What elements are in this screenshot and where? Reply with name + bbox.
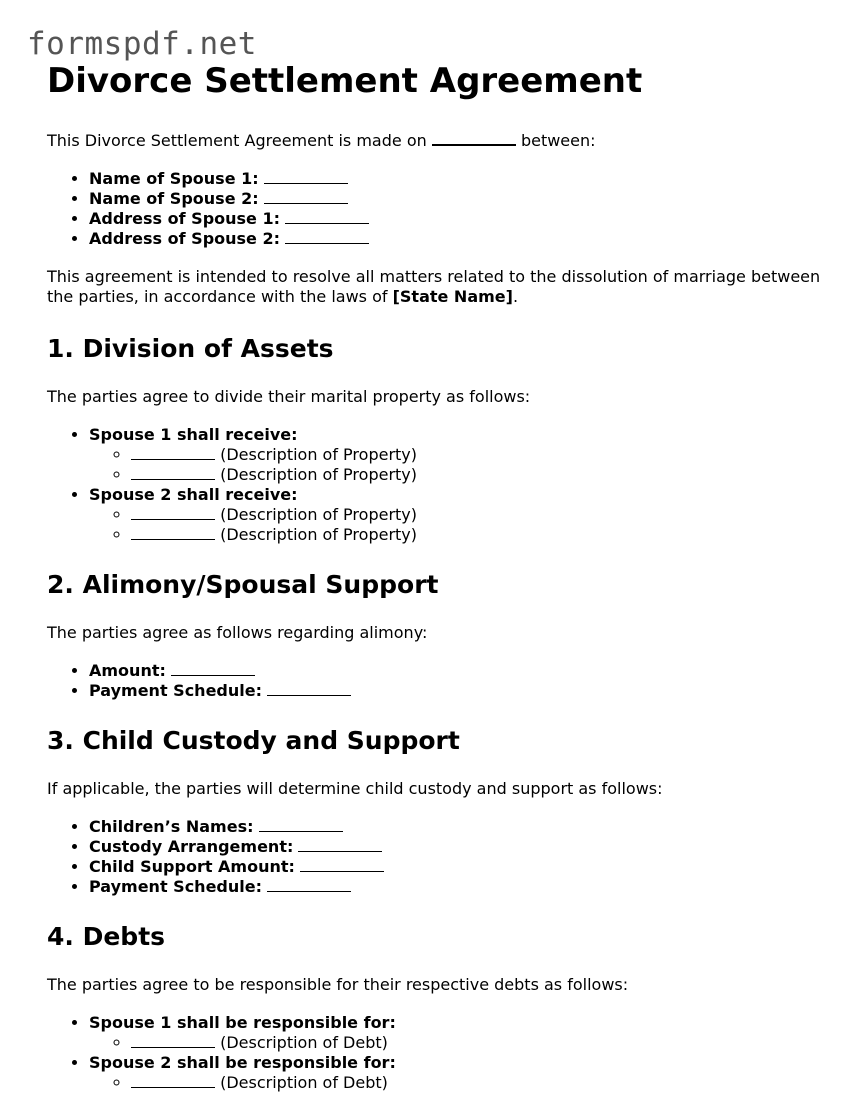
field-label: Address of Spouse 2: bbox=[89, 229, 281, 248]
section-text: The parties agree as follows regarding alimony: bbox=[47, 623, 428, 642]
field-label: Spouse 1 shall receive: bbox=[89, 425, 298, 444]
section-heading-assets: 1. Division of Assets bbox=[47, 334, 334, 363]
list-item bbox=[131, 465, 837, 485]
list-item bbox=[89, 837, 837, 857]
list-item bbox=[89, 189, 837, 209]
field-label: Spouse 2 shall be responsible for: bbox=[89, 1053, 396, 1072]
intro-before: This Divorce Settlement Agreement is made on bbox=[47, 131, 427, 150]
list-item bbox=[131, 525, 837, 545]
field-label: Children’s Names: bbox=[89, 817, 254, 836]
spouse2-address-blank[interactable] bbox=[285, 230, 369, 244]
item-desc: (Description of Property) bbox=[220, 525, 417, 544]
item-desc: (Description of Debt) bbox=[220, 1033, 388, 1052]
alimony-list bbox=[47, 661, 837, 701]
section-heading-debts: 4. Debts bbox=[47, 922, 166, 951]
purpose-text: This agreement is intended to resolve all matters related to the dissolution of marriage between the parties, in accordance with the laws of bbox=[47, 267, 821, 306]
list-item bbox=[89, 169, 837, 189]
date-blank[interactable] bbox=[432, 131, 516, 146]
property-blank[interactable] bbox=[131, 526, 215, 540]
section-heading-custody: 3. Child Custody and Support bbox=[47, 726, 460, 755]
list-item bbox=[89, 857, 837, 877]
debts-list bbox=[47, 1013, 837, 1093]
item-desc: (Description of Property) bbox=[220, 465, 417, 484]
item-desc: (Description of Debt) bbox=[220, 1073, 388, 1092]
assets-list bbox=[47, 425, 837, 545]
list-item bbox=[89, 209, 837, 229]
field-label: Payment Schedule: bbox=[89, 877, 262, 896]
section-text: The parties agree to divide their marital property as follows: bbox=[47, 387, 531, 406]
list-item bbox=[131, 445, 837, 465]
list-item bbox=[89, 485, 837, 545]
spouse1-name-blank[interactable] bbox=[264, 170, 348, 184]
debt-blank[interactable] bbox=[131, 1074, 215, 1088]
spouse1-address-blank[interactable] bbox=[285, 210, 369, 224]
parties-list bbox=[47, 169, 837, 249]
list-item bbox=[89, 661, 837, 681]
field-label: Child Support Amount: bbox=[89, 857, 295, 876]
list-item bbox=[89, 1013, 837, 1053]
child-support-blank[interactable] bbox=[300, 858, 384, 872]
payment-schedule-blank[interactable] bbox=[267, 878, 351, 892]
section-text: If applicable, the parties will determine child custody and support as follows: bbox=[47, 779, 663, 798]
list-item bbox=[131, 1073, 837, 1093]
purpose-end: . bbox=[512, 287, 519, 306]
field-label: Amount: bbox=[89, 661, 166, 680]
list-item bbox=[89, 1053, 837, 1093]
field-label: Custody Arrangement: bbox=[89, 837, 294, 856]
property-blank[interactable] bbox=[131, 446, 215, 460]
item-desc: (Description of Property) bbox=[220, 505, 417, 524]
list-item bbox=[89, 877, 837, 897]
document-title: Divorce Settlement Agreement bbox=[47, 61, 643, 101]
field-label: Payment Schedule: bbox=[89, 681, 262, 700]
list-item bbox=[89, 681, 837, 701]
list-item bbox=[89, 229, 837, 249]
field-label: Spouse 2 shall receive: bbox=[89, 485, 298, 504]
state-name-placeholder: [State Name] bbox=[392, 287, 513, 306]
intro-line bbox=[47, 131, 837, 151]
field-label: Address of Spouse 1: bbox=[89, 209, 281, 228]
list-item bbox=[89, 425, 837, 485]
item-desc: (Description of Property) bbox=[220, 445, 417, 464]
property-blank[interactable] bbox=[131, 466, 215, 480]
children-names-blank[interactable] bbox=[259, 818, 343, 832]
section-text: The parties agree to be responsible for their respective debts as follows: bbox=[47, 975, 629, 994]
spouse2-name-blank[interactable] bbox=[264, 190, 348, 204]
field-label: Name of Spouse 2: bbox=[89, 189, 259, 208]
list-item bbox=[131, 505, 837, 525]
document bbox=[47, 59, 837, 1093]
custody-blank[interactable] bbox=[298, 838, 382, 852]
watermark: formspdf.net bbox=[27, 26, 257, 62]
purpose-paragraph bbox=[47, 267, 837, 307]
field-label: Spouse 1 shall be responsible for: bbox=[89, 1013, 396, 1032]
debt-blank[interactable] bbox=[131, 1034, 215, 1048]
property-blank[interactable] bbox=[131, 506, 215, 520]
schedule-blank[interactable] bbox=[267, 682, 351, 696]
field-label: Name of Spouse 1: bbox=[89, 169, 259, 188]
intro-after: between: bbox=[520, 131, 596, 150]
custody-list bbox=[47, 817, 837, 897]
list-item bbox=[89, 817, 837, 837]
list-item bbox=[131, 1033, 837, 1053]
amount-blank[interactable] bbox=[171, 662, 255, 676]
section-heading-alimony: 2. Alimony/Spousal Support bbox=[47, 570, 439, 599]
